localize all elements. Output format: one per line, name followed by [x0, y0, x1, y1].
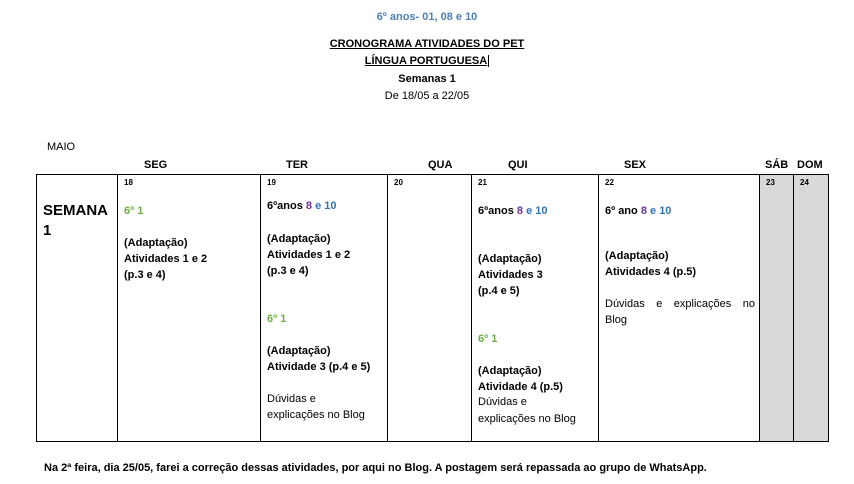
class-number: 8: [640, 205, 647, 217]
note-line: Dúvidas e: [267, 393, 316, 405]
day-number: 23: [766, 178, 775, 187]
footer-note: Na 2ª feira, dia 25/05, farei a correção dessas atividades, por aqui no Blog. A postagem será repassada ao grupo de WhatsApp.: [44, 462, 707, 474]
day-cell-sab: [760, 175, 794, 442]
activity-line: (Adaptação): [478, 365, 542, 377]
activity-line: (Adaptação): [267, 345, 331, 357]
class-conjunction: e: [526, 205, 533, 217]
class-label: 6º 1: [478, 333, 498, 345]
note-line: explicações no Blog: [267, 409, 365, 421]
day-header-qui: QUI: [508, 159, 528, 171]
activity-line: (Adaptação): [605, 250, 669, 262]
note-line: explicações no Blog: [478, 413, 576, 425]
day-number: 20: [394, 178, 403, 187]
class-label: [478, 203, 594, 219]
day-header-ter: TER: [286, 159, 308, 171]
class-number: 8: [305, 200, 312, 212]
class-number: 10: [535, 205, 548, 217]
class-conjunction: e: [315, 200, 322, 212]
class-conjunction: e: [650, 205, 657, 217]
document-title: CRONOGRAMA ATIVIDADES DO PET: [329, 38, 525, 50]
day-header-seg: SEG: [144, 159, 168, 171]
subject-heading: [0, 55, 854, 67]
activity-line: Atividades 3: [478, 269, 543, 281]
activity-line: Atividades 1 e 2: [124, 253, 208, 265]
week-cell: [37, 175, 118, 442]
day-header-dom: DOM: [797, 159, 823, 171]
schedule-table: [36, 174, 829, 442]
subject-text: LÍNGUA PORTUGUESA: [364, 55, 488, 67]
day-header-sex: SEX: [624, 159, 647, 171]
note-line: Dúvidas e: [478, 396, 527, 408]
day-number: 18: [124, 178, 133, 187]
activity-line: (p.3 e 4): [124, 269, 166, 281]
month-label: MAIO: [47, 141, 76, 153]
activity-line: (Adaptação): [478, 253, 542, 265]
day-header-qua: QUA: [428, 159, 453, 171]
activity-line: (p.4 e 5): [478, 285, 520, 297]
day-header-sab: SÁB: [765, 159, 789, 171]
day-cell-ter: [261, 175, 388, 442]
day-cell-dom: [794, 175, 829, 442]
activity-line: (Adaptação): [267, 233, 331, 245]
table-row: [37, 175, 829, 442]
day-number: 24: [800, 178, 809, 187]
day-cell-qua: [388, 175, 472, 442]
weeks-heading: Semanas 1: [398, 73, 456, 85]
class-label: 6º 1: [124, 205, 144, 217]
day-cell-seg: [118, 175, 261, 442]
activity-line: (p.3 e 4): [267, 265, 309, 277]
class-text: 6º ano: [605, 205, 638, 217]
activity-line: Atividades 4 (p.5): [605, 266, 697, 278]
note-line: Dúvidas e explicações no: [605, 298, 755, 310]
day-number: 19: [267, 178, 276, 187]
class-number: 8: [516, 205, 523, 217]
week-label: SEMANA 1: [43, 202, 108, 239]
classes-heading: 6º anos- 01, 08 e 10: [376, 11, 478, 23]
class-text: 6ºanos: [267, 200, 303, 212]
class-number: 10: [659, 205, 672, 217]
date-range: De 18/05 a 22/05: [384, 90, 470, 102]
activity-line: (Adaptação): [124, 237, 188, 249]
activity-line: Atividade 4 (p.5): [478, 381, 563, 393]
activity-line: Atividade 3 (p.4 e 5): [267, 361, 371, 373]
class-text: 6ºanos: [478, 205, 514, 217]
class-label: [267, 198, 383, 214]
day-number: 22: [605, 178, 614, 187]
class-number: 10: [324, 200, 337, 212]
class-label: [605, 203, 755, 219]
day-cell-qui: [472, 175, 599, 442]
day-number: 21: [478, 178, 487, 187]
activity-line: Atividades 1 e 2: [267, 249, 351, 261]
day-cell-sex: [599, 175, 760, 442]
note-line: Blog: [605, 314, 628, 326]
class-label: 6º 1: [267, 313, 287, 325]
